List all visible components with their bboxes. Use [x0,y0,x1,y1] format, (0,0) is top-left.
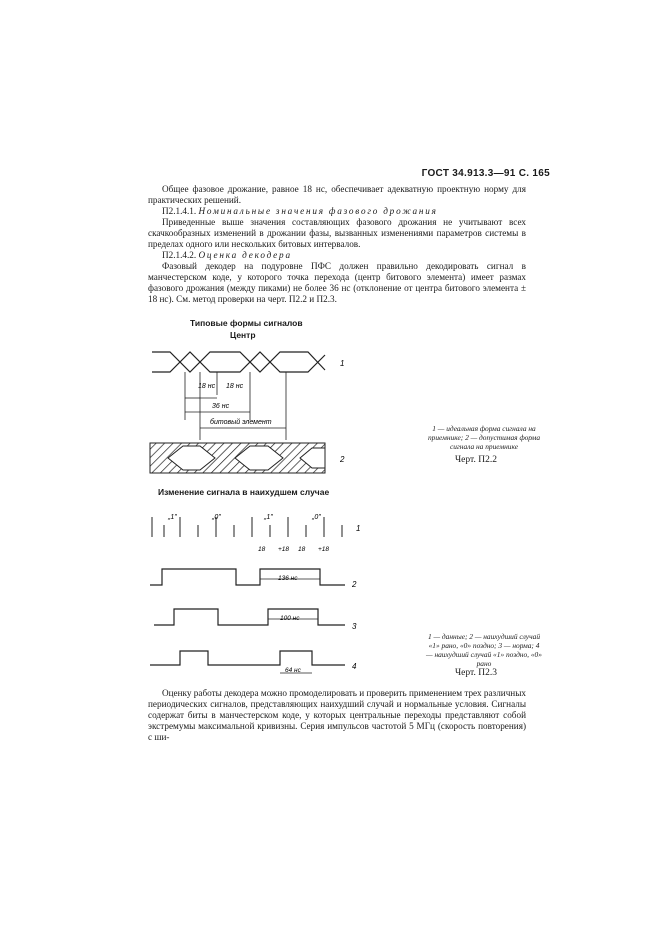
dimension-136ns: 136 нс [278,575,298,582]
section-number: П2.1.4.2. [162,250,197,260]
offset-label-3: 18 [298,546,306,553]
paragraph-decoder: Фазовый декодер на подуровне ПФС должен правильно декодировать сигнал в манчестерском коде, у которого точка перехода (центр битового элемента) имеет размах фазового дрожания (между пиками) не более 36 нс (отклонение от центра битового элемента ± 18 нс). См. метод проверки на черт. П2.2 и П2.3. [148,261,526,304]
figure1-number: Черт. П2.2 [455,455,497,465]
offset-label-2: +18 [278,546,290,553]
paragraph-jitter-total: Общее фазовое дрожание, равное 18 нс, обеспечивает адекватную проектную норму для практических решений. [148,184,526,205]
eye-diagram-ideal [152,352,325,372]
dimension-36ns: 36 нс [212,403,230,410]
waveform-worst-case-1 [150,569,345,585]
figure2-title: Изменение сигнала в наихудшем случае [158,487,330,497]
figure2-caption: 1 — данные; 2 — наихудший случай «1» рано, «0» поздно; 3 — норма; 4 — наихудший случай «1» поздно, «0» рано [426,632,542,668]
paragraph-decoder-evaluation: Оценку работы декодера можно промоделировать и проверить применением трех различных периодических сигналов, представляющих наихудший случай и нормальные условия. Сигналы содержат биты в манчестерском коде, у которых центральные переходы представляют собой экстремумы максимальной кривизны. Серия импульсов частотой 5 МГц (скорость повторения) с ши- [148,688,526,742]
curve-label-2: 2 [340,455,345,464]
bit-label-2: „0" [212,514,221,521]
dimension-100ns: 100 нс [280,615,300,622]
bit-label-4: „0" [312,514,321,521]
section-number: П2.1.4.1. [162,206,197,216]
figure1-diagram [140,340,360,480]
figure1-title: Типовые формы сигналов [190,318,303,328]
section-title: Номинальные значения фазового дрожания [198,206,438,216]
paragraph-jitter-note: Приведенные выше значения составляющих фазового дрожания не учитывают всех скачкообразных изменений в дрожании фазы, вызванных изменениями параметров системы в пределах одного или нескольких битовых интервалов. [148,217,526,249]
section-title: Оценка декодера [198,250,292,260]
figure2-number: Черт. П2.3 [455,668,497,678]
figure1-caption: 1 — идеальная форма сигнала на приемнике; 2 — допустимая форма сигнала на приемнике [427,424,541,451]
dimension-18ns-left: 18 нс [198,383,216,390]
bit-label-3: „1" [264,514,273,521]
figure2-diagram [140,505,370,685]
eye-diagram-tolerance [150,443,325,473]
bit-label-1: „1" [168,514,177,521]
figure1-subtitle: Центр [230,330,256,340]
page-header: ГОСТ 34.913.3—91 С. 165 [421,168,550,179]
curve-label-1: 1 [356,524,361,533]
curve-label-2: 2 [352,580,357,589]
section-heading-nominal [148,206,526,217]
dimension-64ns: 64 нс [285,667,301,674]
curve-label-4: 4 [352,662,357,671]
waveform-normal [154,609,345,625]
curve-label-1: 1 [340,359,345,368]
offset-label-4: +18 [318,546,330,553]
offset-label-1: 18 [258,546,266,553]
section-heading-decoder [148,250,526,261]
waveform-worst-case-2 [150,651,345,673]
dimension-bit-element: битовый элемент [210,419,272,426]
curve-label-3: 3 [352,622,357,631]
dimension-18ns-right: 18 нс [226,383,244,390]
